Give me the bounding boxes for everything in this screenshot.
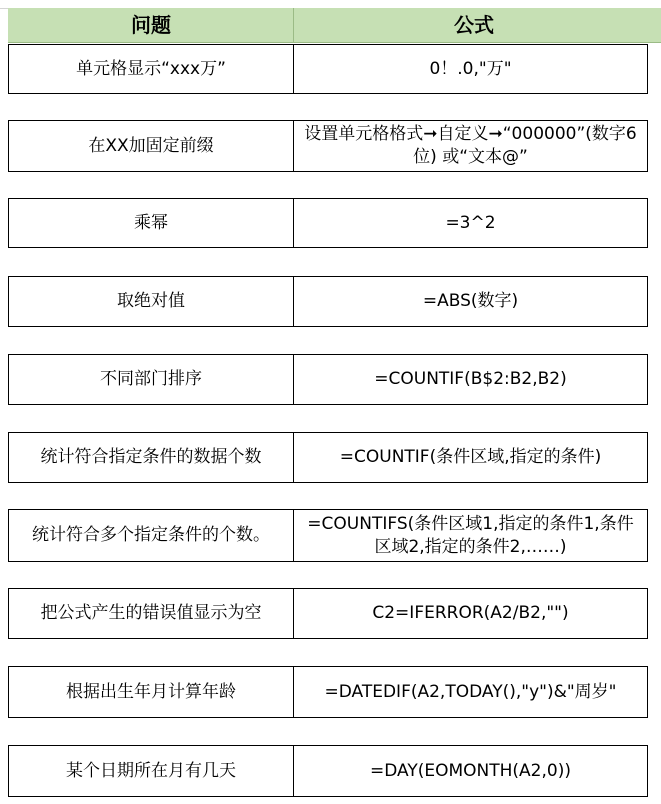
header-formula[interactable]: 公式: [454, 13, 494, 37]
question-cell[interactable]: 把公式产生的错误值显示为空: [9, 589, 294, 638]
table-row: [8, 120, 648, 172]
table-row: [8, 198, 648, 248]
question-cell[interactable]: 不同部门排序: [9, 355, 294, 404]
question-cell[interactable]: 取绝对值: [9, 277, 294, 326]
formula-cell[interactable]: =COUNTIF(B$2:B2,B2): [374, 369, 567, 389]
table-row: [8, 509, 648, 562]
question-cell[interactable]: 某个日期所在月有几天: [9, 746, 294, 796]
question-cell[interactable]: 统计符合多个指定条件的个数。: [9, 510, 294, 561]
question-cell[interactable]: 在XX加固定前缀: [9, 121, 294, 171]
table-header: [8, 8, 661, 43]
formula-cell[interactable]: =DAY(EOMONTH(A2,0)): [370, 760, 571, 781]
table-row: [8, 588, 648, 639]
question-cell[interactable]: 乘幂: [9, 199, 294, 247]
formula-cell[interactable]: =ABS(数字): [422, 291, 519, 311]
table-row: [8, 745, 648, 797]
question-cell[interactable]: 统计符合指定条件的数据个数: [9, 433, 294, 482]
table-row: [8, 44, 648, 94]
formula-cell[interactable]: =COUNTIFS(条件区域1,指定的条件1,条件区域2,指定的条件2,……): [307, 513, 634, 557]
table-row: [8, 276, 648, 327]
formula-cell[interactable]: =3^2: [445, 212, 496, 233]
header-question[interactable]: 问题: [131, 13, 171, 37]
formula-cell[interactable]: C2=IFERROR(A2/B2,""): [372, 603, 569, 623]
table-row: [8, 666, 648, 718]
question-cell[interactable]: 单元格显示“xxx万”: [9, 45, 294, 93]
table-row: [8, 354, 648, 405]
table-row: [8, 432, 648, 483]
formula-cell[interactable]: 0！.0,"万": [429, 58, 512, 79]
question-cell[interactable]: 根据出生年月计算年龄: [9, 667, 294, 717]
formula-cell[interactable]: =COUNTIF(条件区域,指定的条件): [339, 447, 602, 467]
formula-cell[interactable]: =DATEDIF(A2,TODAY(),"y")&"周岁": [324, 681, 617, 702]
formula-cell[interactable]: 设置单元格格式➞自定义➞“000000”(数字6位) 或“文本@”: [304, 124, 637, 167]
